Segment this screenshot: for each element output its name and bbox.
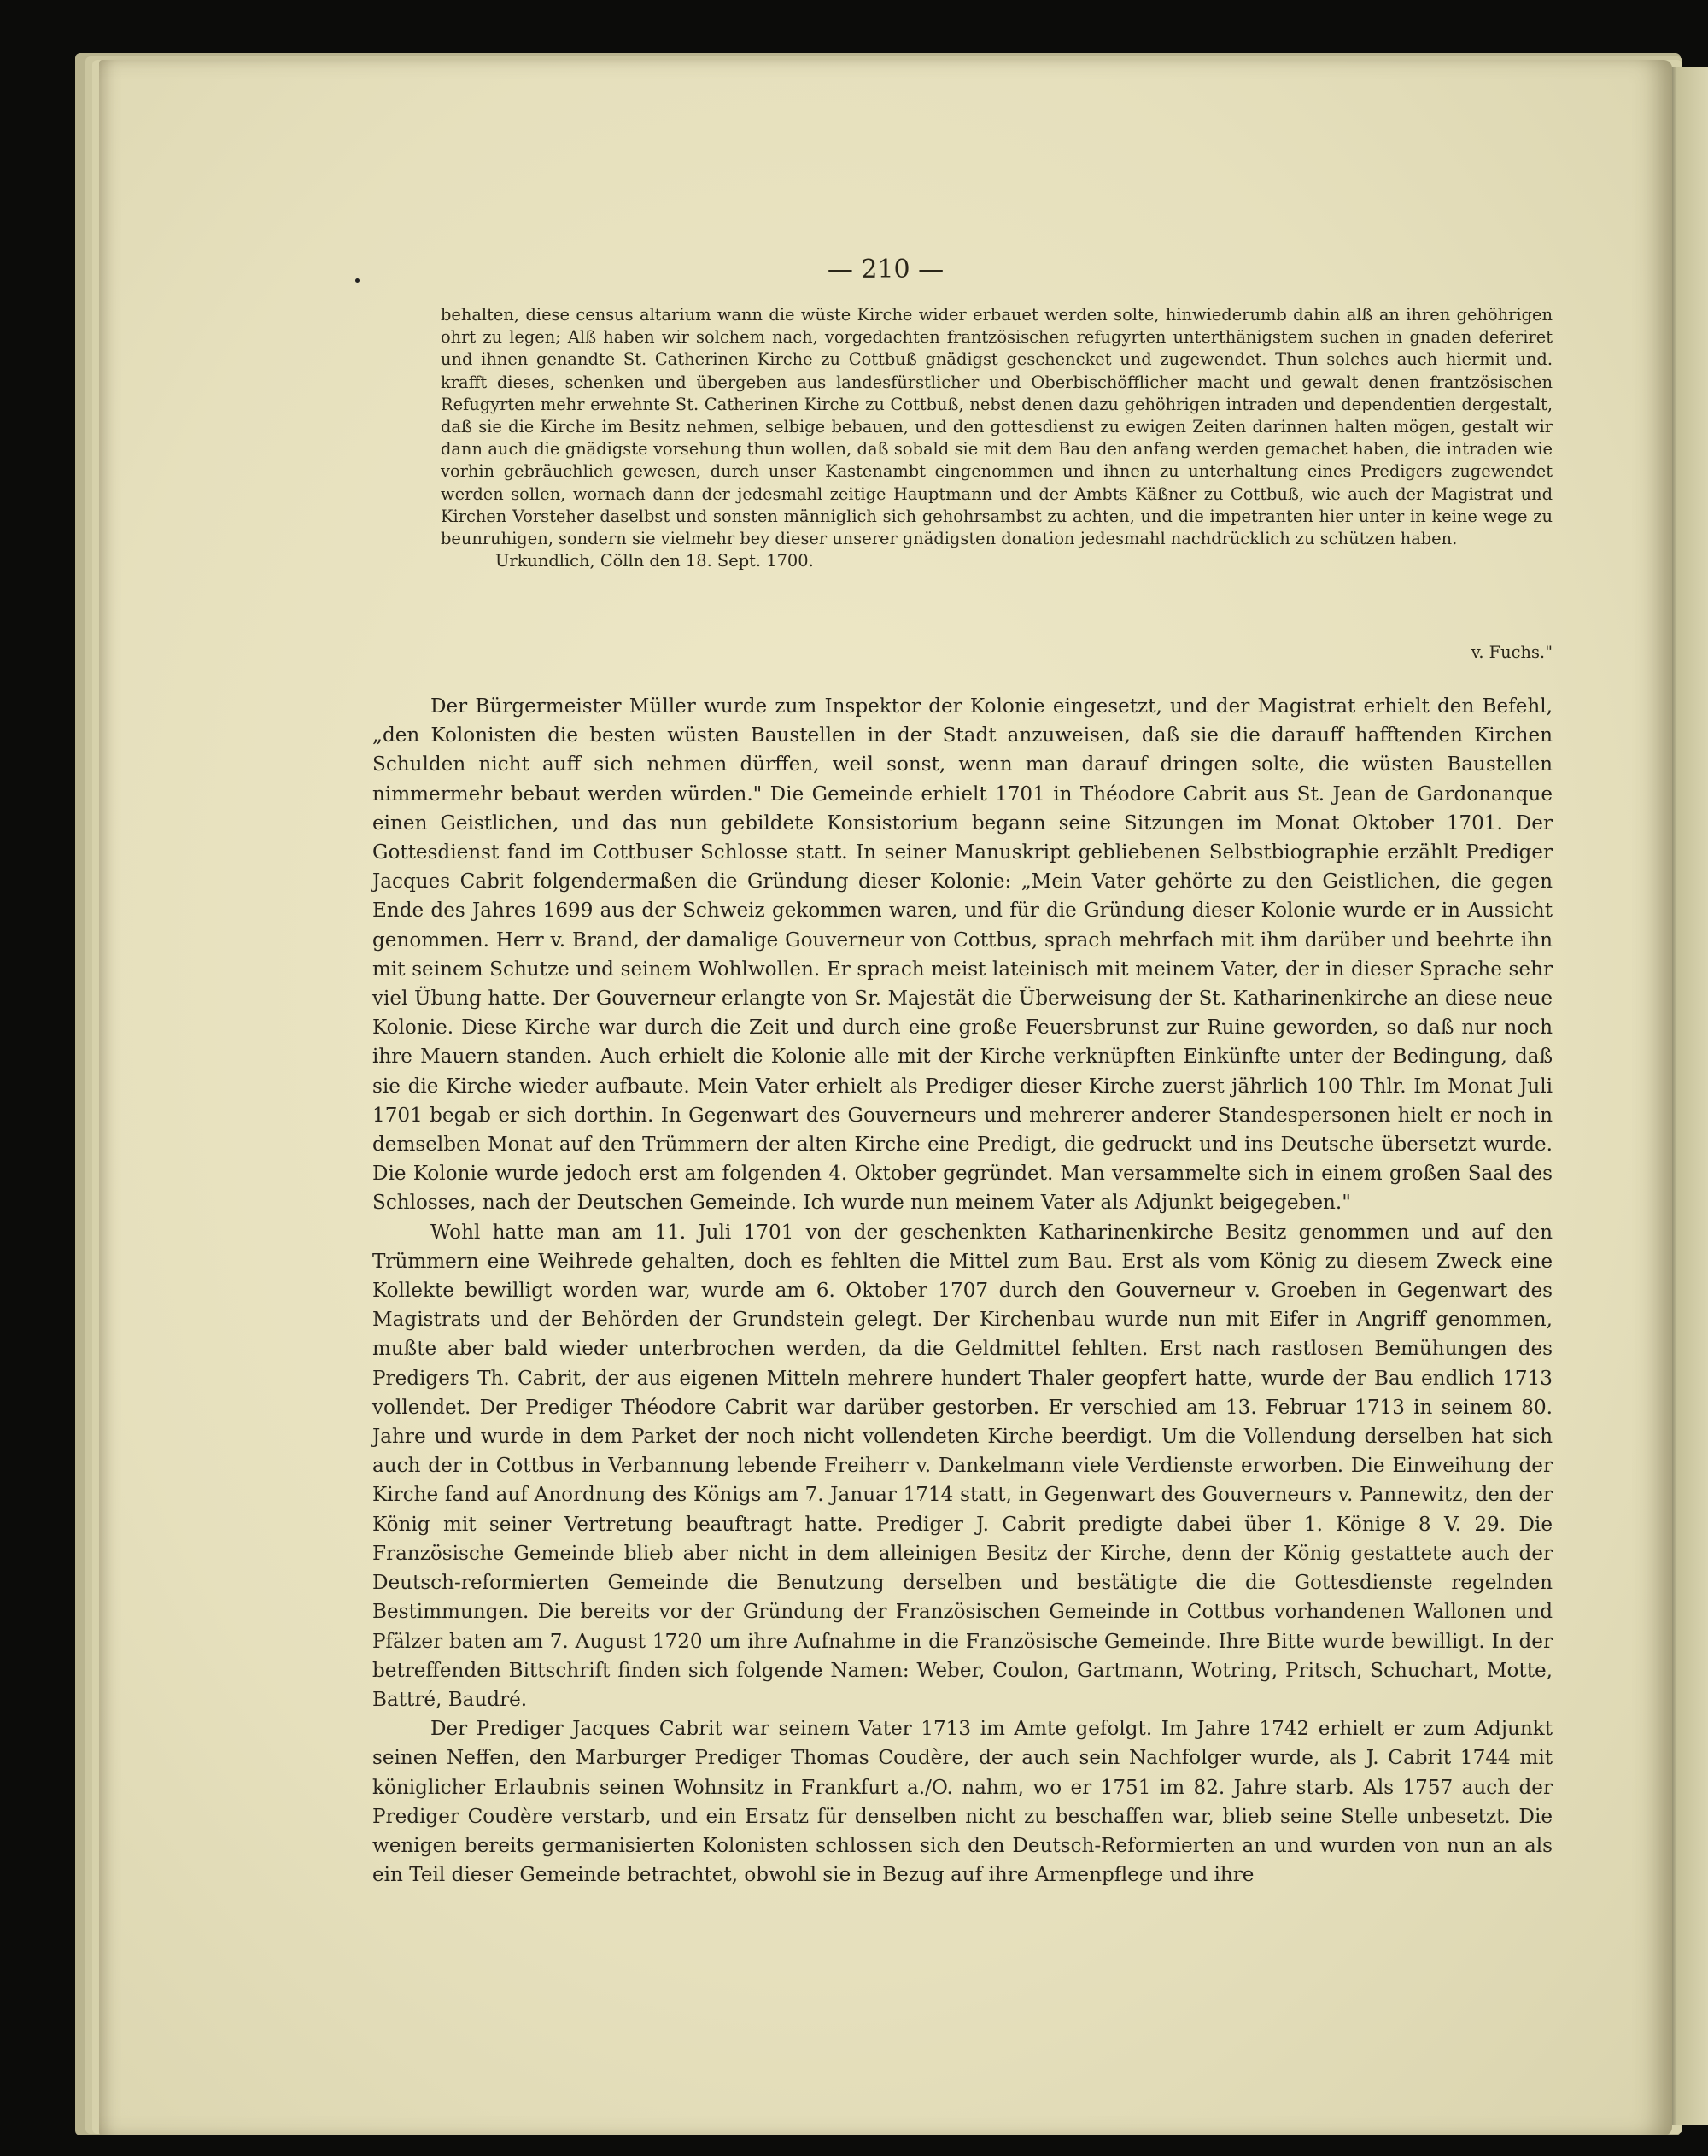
- quoted-document: [441, 304, 1553, 572]
- page-number: — 210 —: [827, 255, 945, 284]
- quote-dated-line: Urkundlich, Cölln den 18. Sept. 1700.: [495, 551, 814, 571]
- paragraph: Der Prediger Jacques Cabrit war seinem Vater 1713 im Amte gefolgt. Im Jahre 1742 erhielt er zum Adjunkt seinen Neffen, den Marburger Prediger Thomas Coudère, der auch sein Nachfolger wurde, als J. Cabrit 1744 mit königlicher Erlaubnis seinen Wohnsitz in Frankfurt a./O. nahm, wo er 1751 im 82. Jahre starb. Als 1757 auch der Prediger Coudère verstarb, und ein Ersatz für denselben nicht zu beschaffen war, blieb seine Stelle unbesetzt. Die wenigen bereits germanisierten Kolonisten schlossen sich den Deutsch-Reformierten an und wurden von nun an als ein Teil dieser Gemeinde betrachtet, obwohl sie in Bezug auf ihre Armenpflege und ihre: [372, 1718, 1553, 1887]
- paragraph: Wohl hatte man am 11. Juli 1701 von der geschenkten Katharinenkirche Besitz genommen und auf den Trümmern eine Weihrede gehalten, doch es fehlten die Mittel zum Bau. Erst als vom König zu diesem Zweck eine Kollekte bewilligt worden war, wurde am 6. Oktober 1707 durch den Gouverneur v. Groeben in Gegenwart des Magistrats und der Behörden der Grundstein gelegt. Der Kirchenbau wurde nun mit Eifer in Angriff genommen, mußte aber bald wieder unterbrochen werden, da die Geldmittel fehlten. Erst nach rastlosen Bemühungen des Predigers Th. Cabrit, der aus eigenen Mitteln mehrere hundert Thaler geopfert hatte, wurde der Bau endlich 1713 vollendet. Der Prediger Théodore Cabrit war darüber gestorben. Er verschied am 13. Februar 1713 in seinem 80. Jahre und wurde in dem Parket der noch nicht vollendeten Kirche beerdigt. Um die Vollendung derselben hat sich auch der in Cottbus in Verbannung lebende Freiherr v. Dankelmann viele Verdienste erworben. Die Einweihung der Kirche fand auf Anordnung des Königs am 7. Januar 1714 statt, in Gegenwart des Gouverneurs v. Pannewitz, den der König mit seiner Vertretung beauftragt hatte. Prediger J. Cabrit predigte dabei über 1. Könige 8 V. 29. Die Französische Gemeinde blieb aber nicht in dem alleinigen Besitz der Kirche, denn der König gestattete auch der Deutsch-reformierten Gemeinde die Benutzung derselben und bestätigte die die Gottesdienste regelnden Bestimmungen. Die bereits vor der Gründung der Französischen Gemeinde in Cottbus vorhandenen Wallonen und Pfälzer baten am 7. August 1720 um ihre Aufnahme in die Französische Gemeinde. Ihre Bitte wurde bewilligt. In der betreffenden Bittschrift finden sich folgende Namen: Weber, Coulon, Gartmann, Wotring, Pritsch, Schuchart, Motte, Battré, Baudré.: [372, 1221, 1553, 1711]
- quote-signature: v. Fuchs.": [1471, 642, 1553, 662]
- book-page: [99, 60, 1672, 2135]
- quote-text: behalten, diese census altarium wann die wüste Kirche wider erbauet werden solte, hinwiederumb dahin alß an ihren gehöhrigen ohrt zu legen; Alß haben wir solchem nach, vorgedachten frantzösischen refugyrten unterthänigstem suchen in gnaden deferiret und ihnen genandte St. Catherinen Kirche zu Cottbuß gnädigst geschencket und zugewendet. Thun solches auch hiermit und. krafft dieses, schenken und übergeben aus landesfürstlicher und Oberbischöfflicher macht und gewalt denen frantzösischen Refugyrten mehr erwehnte St. Catherinen Kirche zu Cottbuß, nebst denen dazu gehöhrigen intraden und dependentien dergestalt, daß sie die Kirche im Besitz nehmen, selbige bebauen, und den gottesdienst zu ewigen Zeiten darinnen halten mögen, gestalt wir dann auch die gnädigste vorsehung thun wollen, daß sobald sie mit dem Bau den anfang werden gemachet haben, die intraden wie vorhin gebräuchlich gewesen, durch unser Kastenambt eingenommen und ihnen zu unterhaltung eines Predigers zugewendet werden sollen, wornach dann der jedesmahl zeitige Hauptmann und der Ambts Käßner zu Cottbuß, wie auch der Magistrat und Kirchen Vorsteher daselbst und sonsten männiglich sich gehohrsambst zu achten, und die impetranten hier unter in keine wege zu beunruhigen, sondern sie vielmehr bey dieser unserer gnädigsten donation jedesmahl nachdrücklich zu schützen haben.: [441, 305, 1553, 549]
- paragraph: Der Bürgermeister Müller wurde zum Inspektor der Kolonie eingesetzt, und der Magistrat erhielt den Befehl, „den Kolonisten die besten wüsten Baustellen in der Stadt anzuweisen, daß sie die darauff hafftenden Kirchen Schulden nicht auff sich nehmen dürffen, weil sonst, wenn man darauf dringen solte, die wüsten Baustellen nimmermehr bebaut werden würden." Die Gemeinde erhielt 1701 in Théodore Cabrit aus St. Jean de Gardonanque einen Geistlichen, und das nun gebildete Konsistorium begann seine Sitzungen im Monat Oktober 1701. Der Gottesdienst fand im Cottbuser Schlosse statt. In seiner Manuskript gebliebenen Selbstbiographie erzählt Prediger Jacques Cabrit folgendermaßen die Gründung dieser Kolonie: „Mein Vater gehörte zu den Geistlichen, die gegen Ende des Jahres 1699 aus der Schweiz gekommen waren, und für die Gründung dieser Kolonie wurde er in Aussicht genommen. Herr v. Brand, der damalige Gouverneur von Cottbus, sprach mehrfach mit ihm darüber und beehrte ihn mit seinem Schutze und seinem Wohlwollen. Er sprach meist lateinisch mit meinem Vater, der in dieser Sprache sehr viel Übung hatte. Der Gouverneur erlangte von Sr. Majestät die Überweisung der St. Katharinenkirche an diese neue Kolonie. Diese Kirche war durch die Zeit und durch eine große Feuersbrunst zur Ruine geworden, so daß nur noch ihre Mauern standen. Auch erhielt die Kolonie alle mit der Kirche verknüpften Einkünfte unter der Bedingung, daß sie die Kirche wieder aufbaute. Mein Vater erhielt als Prediger dieser Kirche zuerst jährlich 100 Thlr. Im Monat Juli 1701 begab er sich dorthin. In Gegenwart des Gouverneurs und mehrerer anderer Standespersonen hielt er noch in demselben Monat auf den Trümmern der alten Kirche eine Predigt, die gedruckt und ins Deutsche übersetzt wurde. Die Kolonie wurde jedoch erst am folgenden 4. Oktober gegründet. Man versammelte sich in einem großen Saal des Schlosses, nach der Deutschen Gemeinde. Ich wurde nun meinem Vater als Adjunkt beigegeben.": [372, 695, 1553, 1215]
- main-text: [372, 692, 1553, 1889]
